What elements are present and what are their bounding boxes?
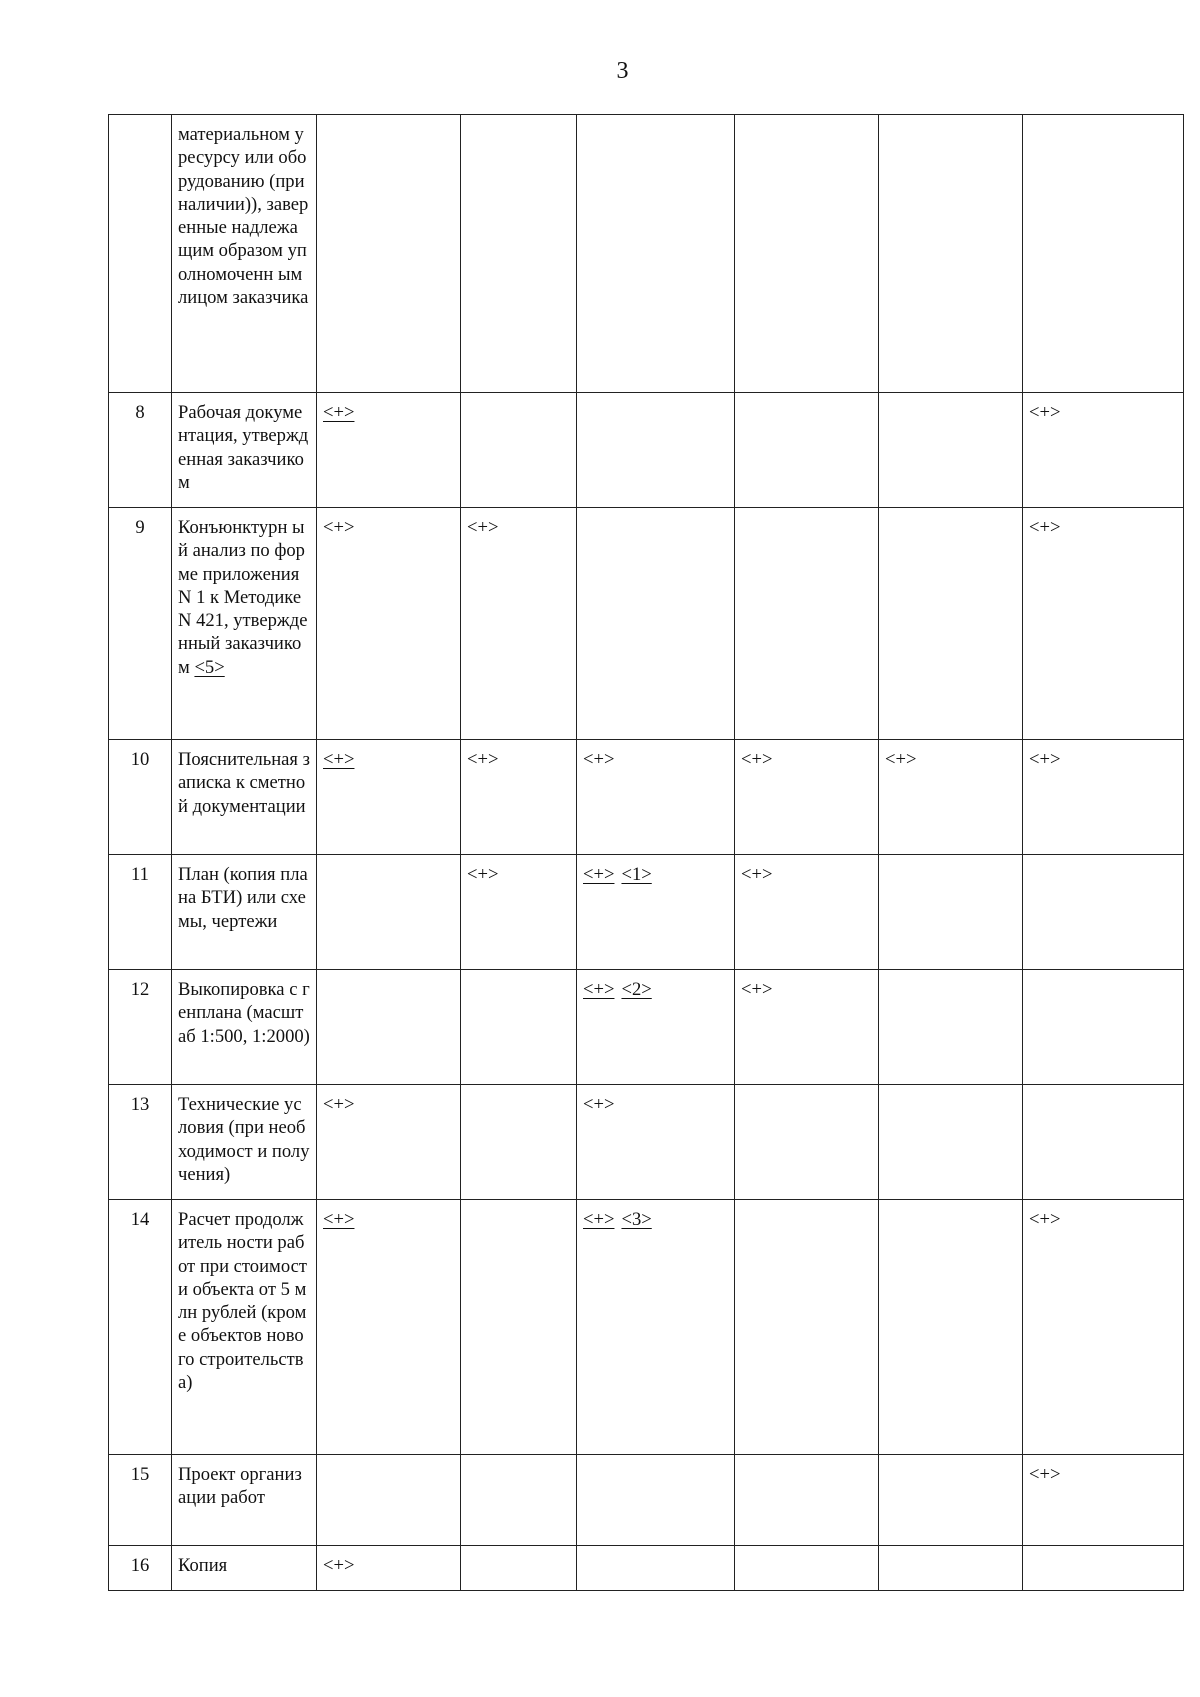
table-cell [1023, 115, 1184, 393]
table-cell [317, 508, 461, 740]
table-cell [317, 855, 461, 970]
table-cell [461, 855, 577, 970]
table-cell [735, 1455, 879, 1546]
table-cell [577, 1200, 735, 1455]
table-cell [577, 508, 735, 740]
table-cell [461, 393, 577, 508]
mark-text: <+> [467, 864, 499, 885]
row-description [172, 393, 317, 508]
mark-text: <+> [1029, 1209, 1061, 1230]
table-cell [577, 1546, 735, 1591]
table-cell [461, 1200, 577, 1455]
table-cell [879, 115, 1023, 393]
row-number: 16 [109, 1546, 172, 1591]
table-cell [879, 393, 1023, 508]
mark-text: <+> [323, 517, 355, 538]
footnote-link[interactable]: <5> [194, 656, 225, 678]
mark-link[interactable]: <+> [583, 1209, 615, 1230]
table-cell [577, 393, 735, 508]
mark-text: <+> [583, 1094, 615, 1115]
table-cell [461, 740, 577, 855]
description-text: Пояснительная записка к сметной документации [178, 749, 310, 817]
table-cell [735, 115, 879, 393]
table-row [109, 393, 1184, 508]
row-description [172, 740, 317, 855]
description-text: Технические условия (при необходимост и получения) [178, 1094, 310, 1185]
row-number: 10 [109, 740, 172, 855]
table-cell [317, 1200, 461, 1455]
table-cell [317, 393, 461, 508]
table-cell [735, 508, 879, 740]
table-cell [461, 1085, 577, 1200]
table-cell [735, 1546, 879, 1591]
table-row [109, 970, 1184, 1085]
row-description [172, 115, 317, 393]
description-text: Копия [178, 1555, 228, 1576]
table-cell [577, 115, 735, 393]
description-text: Рабочая документация, утвержденная заказчиком [178, 402, 309, 493]
table-cell [879, 855, 1023, 970]
mark-text: <+> [1029, 1464, 1061, 1485]
description-text: материальном у ресурсу или оборудованию (при наличии)), заверенные надлежащим образом уполномоченн ым лицом заказчика [178, 124, 309, 309]
table-cell [461, 970, 577, 1085]
table-row [109, 855, 1184, 970]
mark-link[interactable]: <+> [583, 979, 615, 1000]
row-number: 13 [109, 1085, 172, 1200]
table-cell [735, 393, 879, 508]
table-cell [879, 508, 1023, 740]
mark-text: <+> [467, 517, 499, 538]
table-cell [735, 970, 879, 1085]
table-cell [879, 970, 1023, 1085]
row-number: 8 [109, 393, 172, 508]
table-cell [1023, 393, 1184, 508]
table-cell [461, 508, 577, 740]
table-cell [879, 1200, 1023, 1455]
table-row [109, 508, 1184, 740]
mark-text: <+> [583, 749, 615, 770]
row-number [109, 115, 172, 393]
table-cell [879, 740, 1023, 855]
table-cell [577, 1085, 735, 1200]
table-cell [461, 1455, 577, 1546]
table-cell [577, 855, 735, 970]
row-number: 11 [109, 855, 172, 970]
table-cell [317, 740, 461, 855]
description-text: Конъюнктурн ый анализ по форме приложения N 1 к Методике N 421, утвержденный заказчиком [178, 517, 308, 678]
row-description [172, 508, 317, 740]
table-cell [735, 1085, 879, 1200]
table-cell [317, 970, 461, 1085]
table-cell [879, 1455, 1023, 1546]
row-number: 14 [109, 1200, 172, 1455]
description-text: Проект организации работ [178, 1464, 302, 1509]
mark-text: <+> [1029, 749, 1061, 770]
description-text: Выкопировка с генплана (масштаб 1:500, 1:2000) [178, 979, 310, 1047]
row-number: 15 [109, 1455, 172, 1546]
table-cell [317, 115, 461, 393]
table-cell [1023, 508, 1184, 740]
table-row [109, 1455, 1184, 1546]
table-row [109, 1200, 1184, 1455]
table-cell [1023, 1455, 1184, 1546]
row-description [172, 1200, 317, 1455]
table-cell [735, 855, 879, 970]
document-table [108, 114, 1184, 1591]
mark-text: <+> [1029, 517, 1061, 538]
mark-text: <+> [741, 864, 773, 885]
mark-link[interactable]: <+> [323, 1209, 355, 1230]
mark-link[interactable]: <+> [323, 749, 355, 770]
table-cell [735, 1200, 879, 1455]
row-number: 9 [109, 508, 172, 740]
table-cell [317, 1546, 461, 1591]
table-cell [879, 1546, 1023, 1591]
table-row [109, 115, 1184, 393]
mark-text: <+> [323, 1555, 355, 1576]
table-cell [461, 1546, 577, 1591]
page-number: 3 [616, 58, 629, 84]
mark-link[interactable]: <3> [621, 1209, 652, 1230]
table-cell [1023, 970, 1184, 1085]
description-text: План (копия плана БТИ) или схемы, чертежи [178, 864, 308, 932]
mark-text: <+> [467, 749, 499, 770]
table-row [109, 1085, 1184, 1200]
table-row [109, 1546, 1184, 1591]
mark-text: <+> [323, 1094, 355, 1115]
table-cell [317, 1085, 461, 1200]
table-cell [735, 740, 879, 855]
mark-link[interactable]: <2> [621, 979, 652, 1000]
description-text: Расчет продолжитель ности работ при стоимости объекта от 5 млн рублей (кроме объектов нового строительства) [178, 1209, 307, 1394]
mark-text: <+> [1029, 402, 1061, 423]
mark-link[interactable]: <1> [621, 864, 652, 885]
mark-link[interactable]: <+> [583, 864, 615, 885]
table-cell [1023, 1546, 1184, 1591]
row-description [172, 1455, 317, 1546]
table-cell [317, 1455, 461, 1546]
row-description [172, 1546, 317, 1591]
table-cell [577, 970, 735, 1085]
table-body [109, 115, 1184, 1591]
mark-text: <+> [741, 979, 773, 1000]
table-cell [577, 1455, 735, 1546]
table-cell [1023, 1200, 1184, 1455]
table-cell [1023, 1085, 1184, 1200]
mark-text: <+> [885, 749, 917, 770]
table-cell [1023, 740, 1184, 855]
row-description [172, 1085, 317, 1200]
mark-text: <+> [741, 749, 773, 770]
table-row [109, 740, 1184, 855]
table-cell [1023, 855, 1184, 970]
row-number: 12 [109, 970, 172, 1085]
row-description [172, 855, 317, 970]
table-cell [461, 115, 577, 393]
table-cell [879, 1085, 1023, 1200]
mark-link[interactable]: <+> [323, 402, 355, 423]
table-cell [577, 740, 735, 855]
row-description [172, 970, 317, 1085]
